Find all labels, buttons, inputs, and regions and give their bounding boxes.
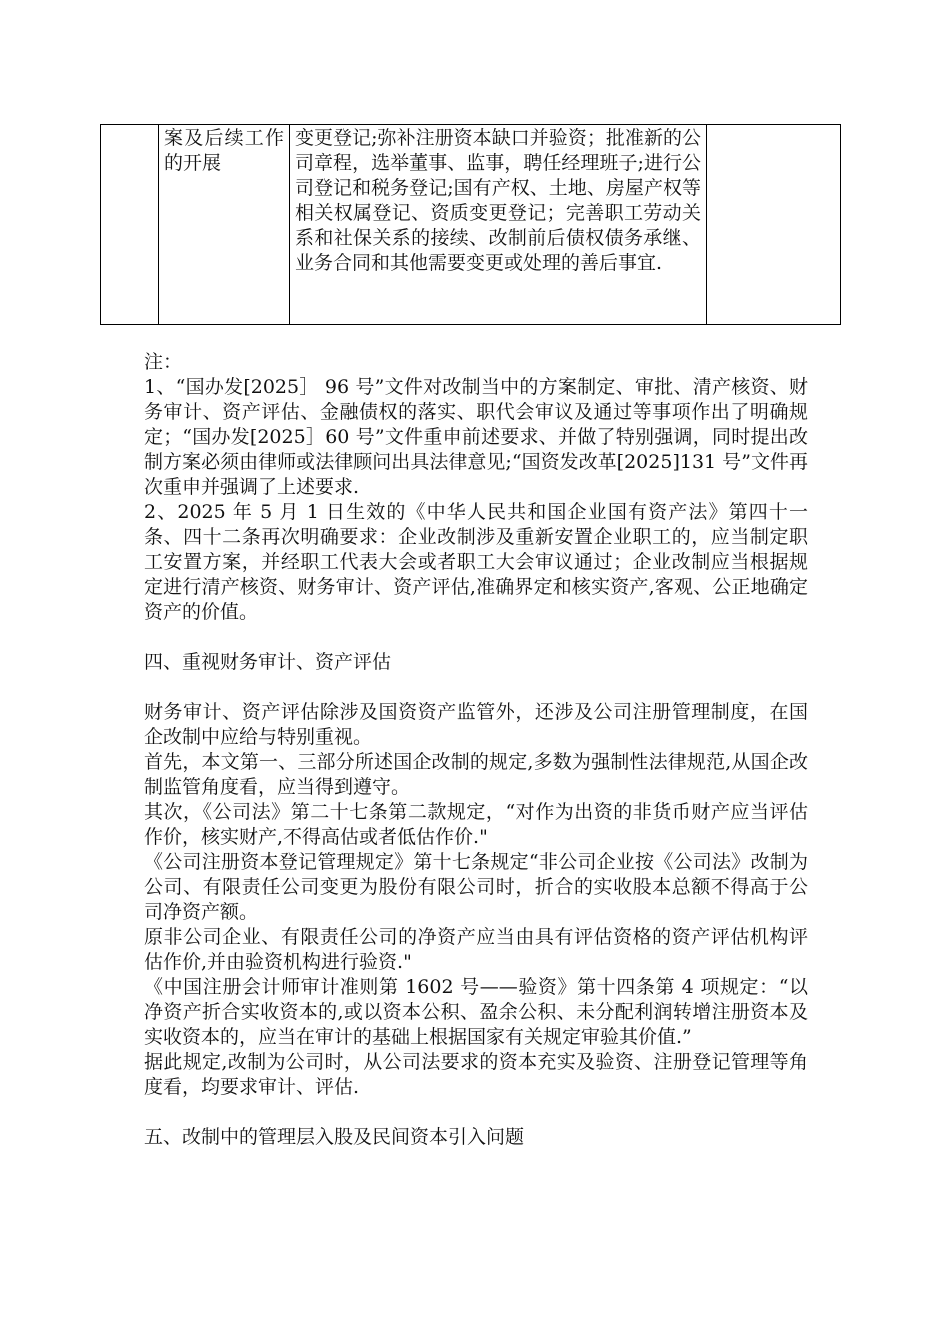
note-item-1: 1、“国办发[2025］ 96 号”文件对改制当中的方案制定、审批、清产核资、财务审计、资产评估、金融债权的落实、职代会审议及通过等事项作出了明确规定；“国办发[2025］60 号”文件重申前述要求、并做了特别强调，同时提出改制方案必须由律师或法律顾问出具法律意见;“国资发改革[2025]131 号”文件再次重申并强调了上述要求. bbox=[144, 376, 808, 498]
table-cell-stage: 案及后续工作的开展 bbox=[159, 125, 290, 325]
note-item-2: 2、2025 年 5 月 1 日生效的《中华人民共和国企业国有资产法》第四十一条、四十二条再次明确要求：企业改制涉及重新安置企业职工的，应当制定职工安置方案，并经职工代表大会或者职工大会审议通过；企业改制应当根据规定进行清产核资、财务审计、资产评估,准确界定和核实资产,客观、公正地确定资产的价值。 bbox=[144, 501, 808, 623]
notes-label: 注： bbox=[144, 351, 183, 373]
spacer bbox=[144, 675, 808, 700]
section4-paragraph: 其次，《公司法》第二十七条第二款规定，“对作为出资的非货币财产应当评估作价，核实财产,不得高估或者低估作价." bbox=[144, 801, 808, 848]
table-cell-index bbox=[101, 125, 159, 325]
section-heading-5: 五、改制中的管理层入股及民间资本引入问题 bbox=[144, 1126, 525, 1148]
spacer bbox=[144, 625, 808, 650]
table-row bbox=[101, 125, 841, 325]
section-heading-4: 四、重视财务审计、资产评估 bbox=[144, 651, 392, 673]
document-body bbox=[144, 350, 808, 1150]
section4-paragraph: 据此规定,改制为公司时，从公司法要求的资本充实及验资、注册登记管理等角度看，均要求审计、评估. bbox=[144, 1051, 808, 1098]
section4-paragraph: 首先，本文第一、三部分所述国企改制的规定,多数为强制性法律规范,从国企改制监管角度看，应当得到遵守。 bbox=[144, 751, 808, 798]
spacer bbox=[144, 1100, 808, 1125]
section4-paragraph: 《中国注册会计师审计准则第 1602 号——验资》第十四条第 4 项规定：“以净资产折合实收资本的,或以资本公积、盈余公积、未分配利润转增注册资本及实收资本的，应当在审计的基础上根据国家有关规定审验其价值.” bbox=[144, 976, 808, 1048]
section4-paragraph: 《公司注册资本登记管理规定》第十七条规定“非公司企业按《公司法》改制为公司、有限责任公司变更为股份有限公司时，折合的实收股本总额不得高于公司净资产额。 bbox=[144, 851, 808, 923]
table-cell-remark bbox=[707, 125, 841, 325]
section4-paragraph: 原非公司企业、有限责任公司的净资产应当由具有评估资格的资产评估机构评估作价,并由验资机构进行验资." bbox=[144, 926, 808, 973]
reform-steps-table bbox=[100, 124, 841, 325]
table-cell-content: 变更登记;弥补注册资本缺口并验资；批准新的公司章程，选举董事、监事，聘任经理班子;进行公司登记和税务登记;国有产权、土地、房屋产权等相关权属登记、资质变更登记；完善职工劳动关系和社保关系的接续、改制前后债权债务承继、业务合同和其他需要变更或处理的善后事宜. bbox=[290, 125, 707, 325]
section4-paragraph: 财务审计、资产评估除涉及国资资产监管外，还涉及公司注册管理制度，在国企改制中应给与特别重视。 bbox=[144, 701, 808, 748]
